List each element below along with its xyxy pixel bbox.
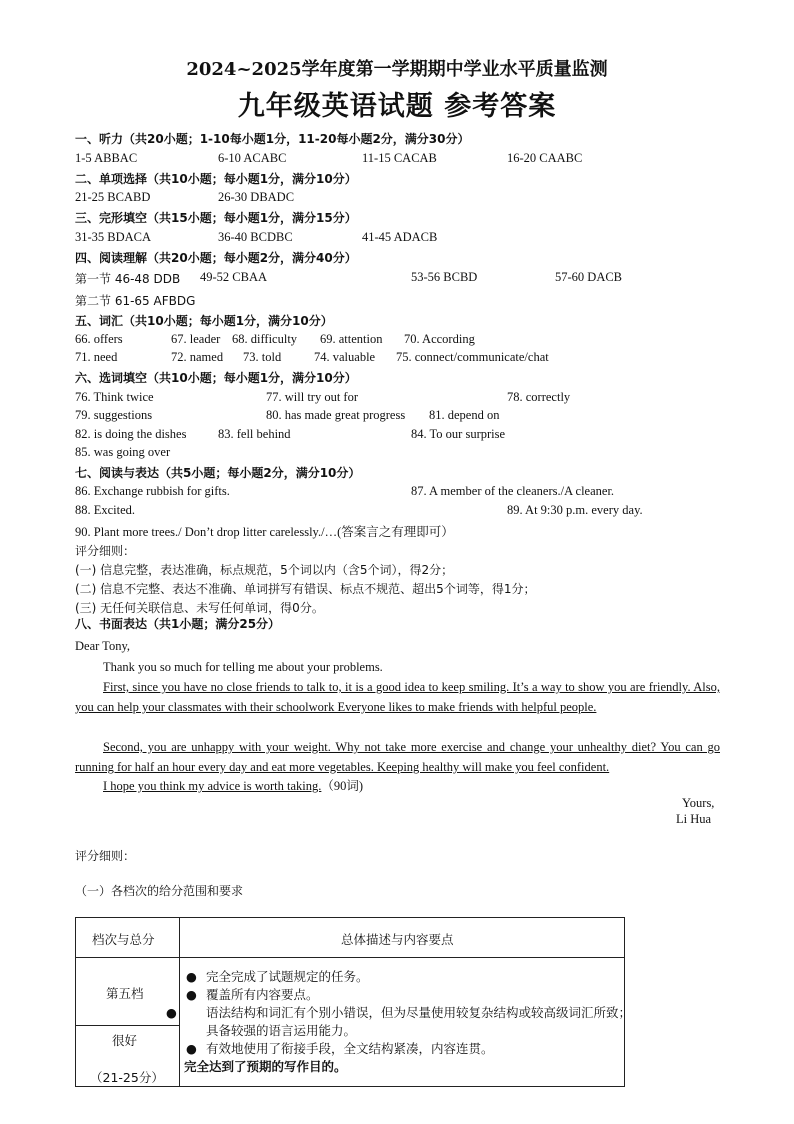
phrase-answer: 83. fell behind — [218, 427, 291, 441]
reading-answer: 86. Exchange rubbish for gifts. — [75, 484, 230, 498]
section-5-heading: 五、词汇（共10小题；每小题1分，满分10分） — [75, 314, 333, 328]
vocab-answer: 69. attention — [320, 332, 383, 346]
letter-paragraph-3: Second, you are unhappy with your weight. Why not take more exercise and change your unhealthy diet? You can go running for half an hour every day and eat more vegetables. Keeping healthy will make you feel confident. — [75, 740, 720, 774]
letter-paragraph-4: I hope you think my advice is worth taking.（90词) — [103, 779, 364, 793]
rubric-bullet: ● 覆盖所有内容要点。 — [186, 987, 319, 1002]
answer-group: 36-40 BCDBC — [218, 230, 293, 244]
phrase-answer: 82. is doing the dishes — [75, 427, 187, 441]
vocab-answer: 70. According — [404, 332, 475, 346]
grading-rule: (三) 无任何关联信息、未写任何单词，得0分。 — [75, 601, 324, 615]
answer-group: 第二节 61-65 AFBDG — [75, 294, 196, 308]
grade-range: （21-25分） — [90, 1070, 164, 1085]
vocab-answer: 67. leader — [171, 332, 221, 346]
grade-quality: 很好 — [112, 1033, 138, 1048]
section-4-heading: 四、阅读理解（共20小题；每小题2分，满分40分） — [75, 251, 357, 265]
reading-answer: 89. At 9:30 p.m. every day. — [507, 503, 643, 517]
table-header-level: 档次与总分 — [92, 932, 155, 947]
vocab-answer: 71. need — [75, 350, 118, 364]
vocab-answer: 73. told — [243, 350, 282, 364]
phrase-answer: 79. suggestions — [75, 408, 153, 422]
letter-greeting: Dear Tony, — [75, 639, 131, 653]
phrase-answer: 77. will try out for — [266, 390, 359, 404]
vocab-answer: 75. connect/communicate/chat — [396, 350, 549, 364]
grading-rule: (二) 信息不完整、表达不准确、单词拼写有错误、标点不规范、超出5个词等，得1分； — [75, 582, 536, 596]
answer-group: 57-60 DACB — [555, 270, 623, 284]
section-6-heading: 六、选词填空（共10小题；每小题1分，满分10分） — [75, 371, 357, 385]
answer-group: 16-20 CAABC — [507, 151, 583, 165]
rubric-bullet: ● 完全完成了试题规定的任务。 — [186, 969, 369, 984]
exam-title-line2: 九年级英语试题 参考答案 — [237, 91, 557, 122]
section-2-heading: 二、单项选择（共10小题；每小题1分，满分10分） — [75, 172, 357, 186]
reading-answer: 88. Excited. — [75, 503, 136, 517]
rubric-conclusion: 完全达到了预期的写作目的。 — [184, 1059, 347, 1074]
phrase-answer: 81. depend on — [429, 408, 500, 422]
letter-signature: Li Hua — [676, 812, 712, 826]
phrase-answer: 80. has made great progress — [266, 408, 406, 422]
letter-closing: Yours, — [682, 796, 715, 810]
grading-label: 评分细则： — [75, 544, 136, 558]
rubric-label: 评分细则： — [75, 849, 136, 863]
section-3-heading: 三、完形填空（共15小题；每小题1分，满分15分） — [75, 211, 357, 225]
vocab-answer: 68. difficulty — [232, 332, 298, 346]
vocab-answer: 74. valuable — [314, 350, 376, 364]
answer-group: 31-35 BDACA — [75, 230, 152, 244]
phrase-answer: 76. Think twice — [75, 390, 154, 404]
exam-title-line1: 2024~2025学年度第一学期期中学业水平质量监测 — [186, 59, 608, 80]
phrase-answer: 78. correctly — [507, 390, 571, 404]
word-count: （90词) — [321, 779, 364, 793]
grading-rule: (一) 信息完整，表达准确，标点规范，5个词以内（含5个词），得2分； — [75, 563, 454, 577]
reading-answer: 90. Plant more trees./ Don’t drop litter carelessly./…(答案言之有理即可） — [75, 525, 454, 539]
section-1-heading: 一、听力（共20小题；1-10每小题1分，11-20每小题2分，满分30分） — [75, 132, 470, 146]
phrase-answer: 85. was going over — [75, 445, 171, 459]
table-header-description: 总体描述与内容要点 — [341, 932, 454, 947]
answer-group: 11-15 CACAB — [362, 151, 437, 165]
rubric-table — [75, 917, 632, 1087]
rubric-bullet: ● 语法结构和词汇有个别小错误，但为尽量使用较复杂结构或较高级词汇所致；具备较强的语言运用能力。 — [166, 1005, 632, 1038]
phrase-answer: 84. To our surprise — [411, 427, 506, 441]
vocab-answer: 66. offers — [75, 332, 123, 346]
answer-group: 41-45 ADACB — [362, 230, 438, 244]
answer-group: 53-56 BCBD — [411, 270, 478, 284]
answer-group: 6-10 ACABC — [218, 151, 287, 165]
reading-answer: 87. A member of the cleaners./A cleaner. — [411, 484, 615, 498]
answer-group: 21-25 BCABD — [75, 190, 151, 204]
answer-group: 第一节 46-48 DDB — [75, 272, 181, 286]
grade-level: 第五档 — [106, 986, 144, 1001]
answer-group: 49-52 CBAA — [200, 270, 268, 284]
section-8-heading: 八、书面表达（共1小题；满分25分） — [75, 617, 281, 631]
answer-group: 26-30 DBADC — [218, 190, 295, 204]
rubric-subtitle: （一）各档次的给分范围和要求 — [75, 884, 244, 898]
section-7-heading: 七、阅读与表达（共5小题；每小题2分，满分10分） — [75, 466, 361, 480]
answer-group: 1-5 ABBAC — [75, 151, 138, 165]
letter-paragraph-1: Thank you so much for telling me about your problems. — [103, 660, 383, 674]
rubric-bullet: ● 有效地使用了衔接手段，全文结构紧凑，内容连贯。 — [186, 1041, 494, 1056]
letter-paragraph-2: First, since you have no close friends to talk to, it is a good idea to keep smiling. It’s a way to show you are friendly. Also, you can help your classmates with their schoolwork Everyone likes to make friends with helpful people. — [75, 680, 720, 714]
vocab-answer: 72. named — [171, 350, 224, 364]
